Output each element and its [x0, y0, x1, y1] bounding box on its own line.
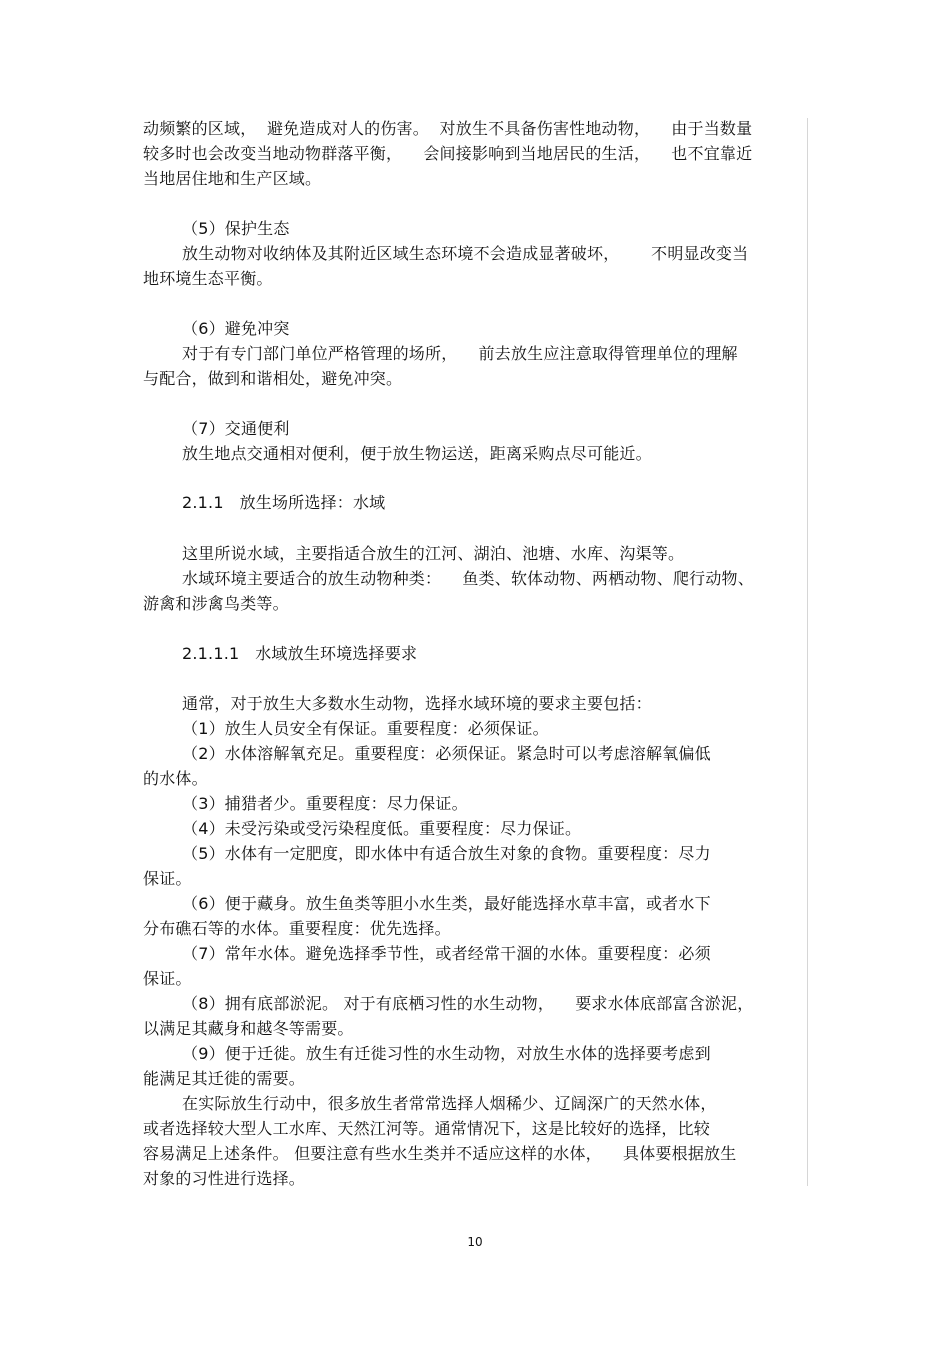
section-heading: （6）避免冲突: [182, 319, 290, 338]
text-line: 这里所说水域，主要指适合放生的江河、湖泊、池塘、水库、沟渠等。: [182, 544, 685, 563]
text-line: 水域环境主要适合的放生动物种类： 鱼类、软体动物、两栖动物、爬行动物、: [182, 569, 754, 588]
text-line: 游禽和涉禽鸟类等。: [143, 594, 289, 613]
list-item-continued: 保证。: [143, 969, 192, 988]
text-line: 对象的习性进行选择。: [143, 1169, 306, 1188]
subsection-heading: 2.1.1.1 水域放生环境选择要求: [182, 644, 418, 663]
list-item: （6）便于藏身。放生鱼类等胆小水生类，最好能选择水草丰富，或者水下: [182, 894, 711, 913]
text-line: 动频繁的区域， 避免造成对人的伤害。 对放生不具备伤害性地动物， 由于当数量: [143, 119, 753, 138]
subsection-heading: 2.1.1 放生场所选择：水域: [182, 493, 386, 512]
text-line: 与配合，做到和谐相处，避免冲突。: [143, 369, 403, 388]
list-item: （9）便于迁徙。放生有迁徙习性的水生动物，对放生水体的选择要考虑到: [182, 1044, 711, 1063]
page-number: 10: [467, 1235, 483, 1249]
text-line: 较多时也会改变当地动物群落平衡， 会间接影响到当地居民的生活， 也不宜靠近: [143, 144, 753, 163]
list-item: （7）常年水体。避免选择季节性，或者经常干涸的水体。重要程度：必须: [182, 944, 711, 963]
list-item: （5）水体有一定肥度，即水体中有适合放生对象的食物。重要程度：尽力: [182, 844, 711, 863]
list-item-continued: 的水体。: [143, 769, 208, 788]
text-line: 对于有专门部门单位严格管理的场所， 前去放生应注意取得管理单位的理解: [182, 344, 738, 363]
text-line: 当地居住地和生产区域。: [143, 169, 322, 188]
section-heading: （7）交通便利: [182, 419, 290, 438]
text-line: 或者选择较大型人工水库、天然江河等。通常情况下，这是比较好的选择，比较: [143, 1119, 711, 1138]
section-heading: （5）保护生态: [182, 219, 290, 238]
text-line: 地环境生态平衡。: [143, 269, 273, 288]
text-line: 放生地点交通相对便利，便于放生物运送，距离采购点尽可能近。: [182, 444, 652, 463]
text-line: 通常，对于放生大多数水生动物，选择水域环境的要求主要包括：: [182, 694, 652, 713]
list-item: （4）未受污染或受污染程度低。重要程度：尽力保证。: [182, 819, 582, 838]
list-item: （8）拥有底部淤泥。 对于有底栖习性的水生动物， 要求水体底部富含淤泥，: [182, 994, 754, 1013]
text-line: 容易满足上述条件。 但要注意有些水生类并不适应这样的水体， 具体要根据放生: [143, 1144, 737, 1163]
list-item: （2）水体溶解氧充足。重要程度：必须保证。紧急时可以考虑溶解氧偏低: [182, 744, 711, 763]
list-item-continued: 能满足其迁徙的需要。: [143, 1069, 306, 1088]
list-item-continued: 以满足其藏身和越冬等需要。: [143, 1019, 354, 1038]
text-line: 在实际放生行动中，很多放生者常常选择人烟稀少、辽阔深广的天然水体，: [182, 1094, 717, 1113]
list-item: （1）放生人员安全有保证。重要程度：必须保证。: [182, 719, 549, 738]
list-item: （3）捕猎者少。重要程度：尽力保证。: [182, 794, 468, 813]
list-item-continued: 保证。: [143, 869, 192, 888]
text-line: 放生动物对收纳体及其附近区域生态环境不会造成显著破坏， 不明显改变当: [182, 244, 749, 263]
list-item-continued: 分布礁石等的水体。重要程度：优先选择。: [143, 919, 451, 938]
